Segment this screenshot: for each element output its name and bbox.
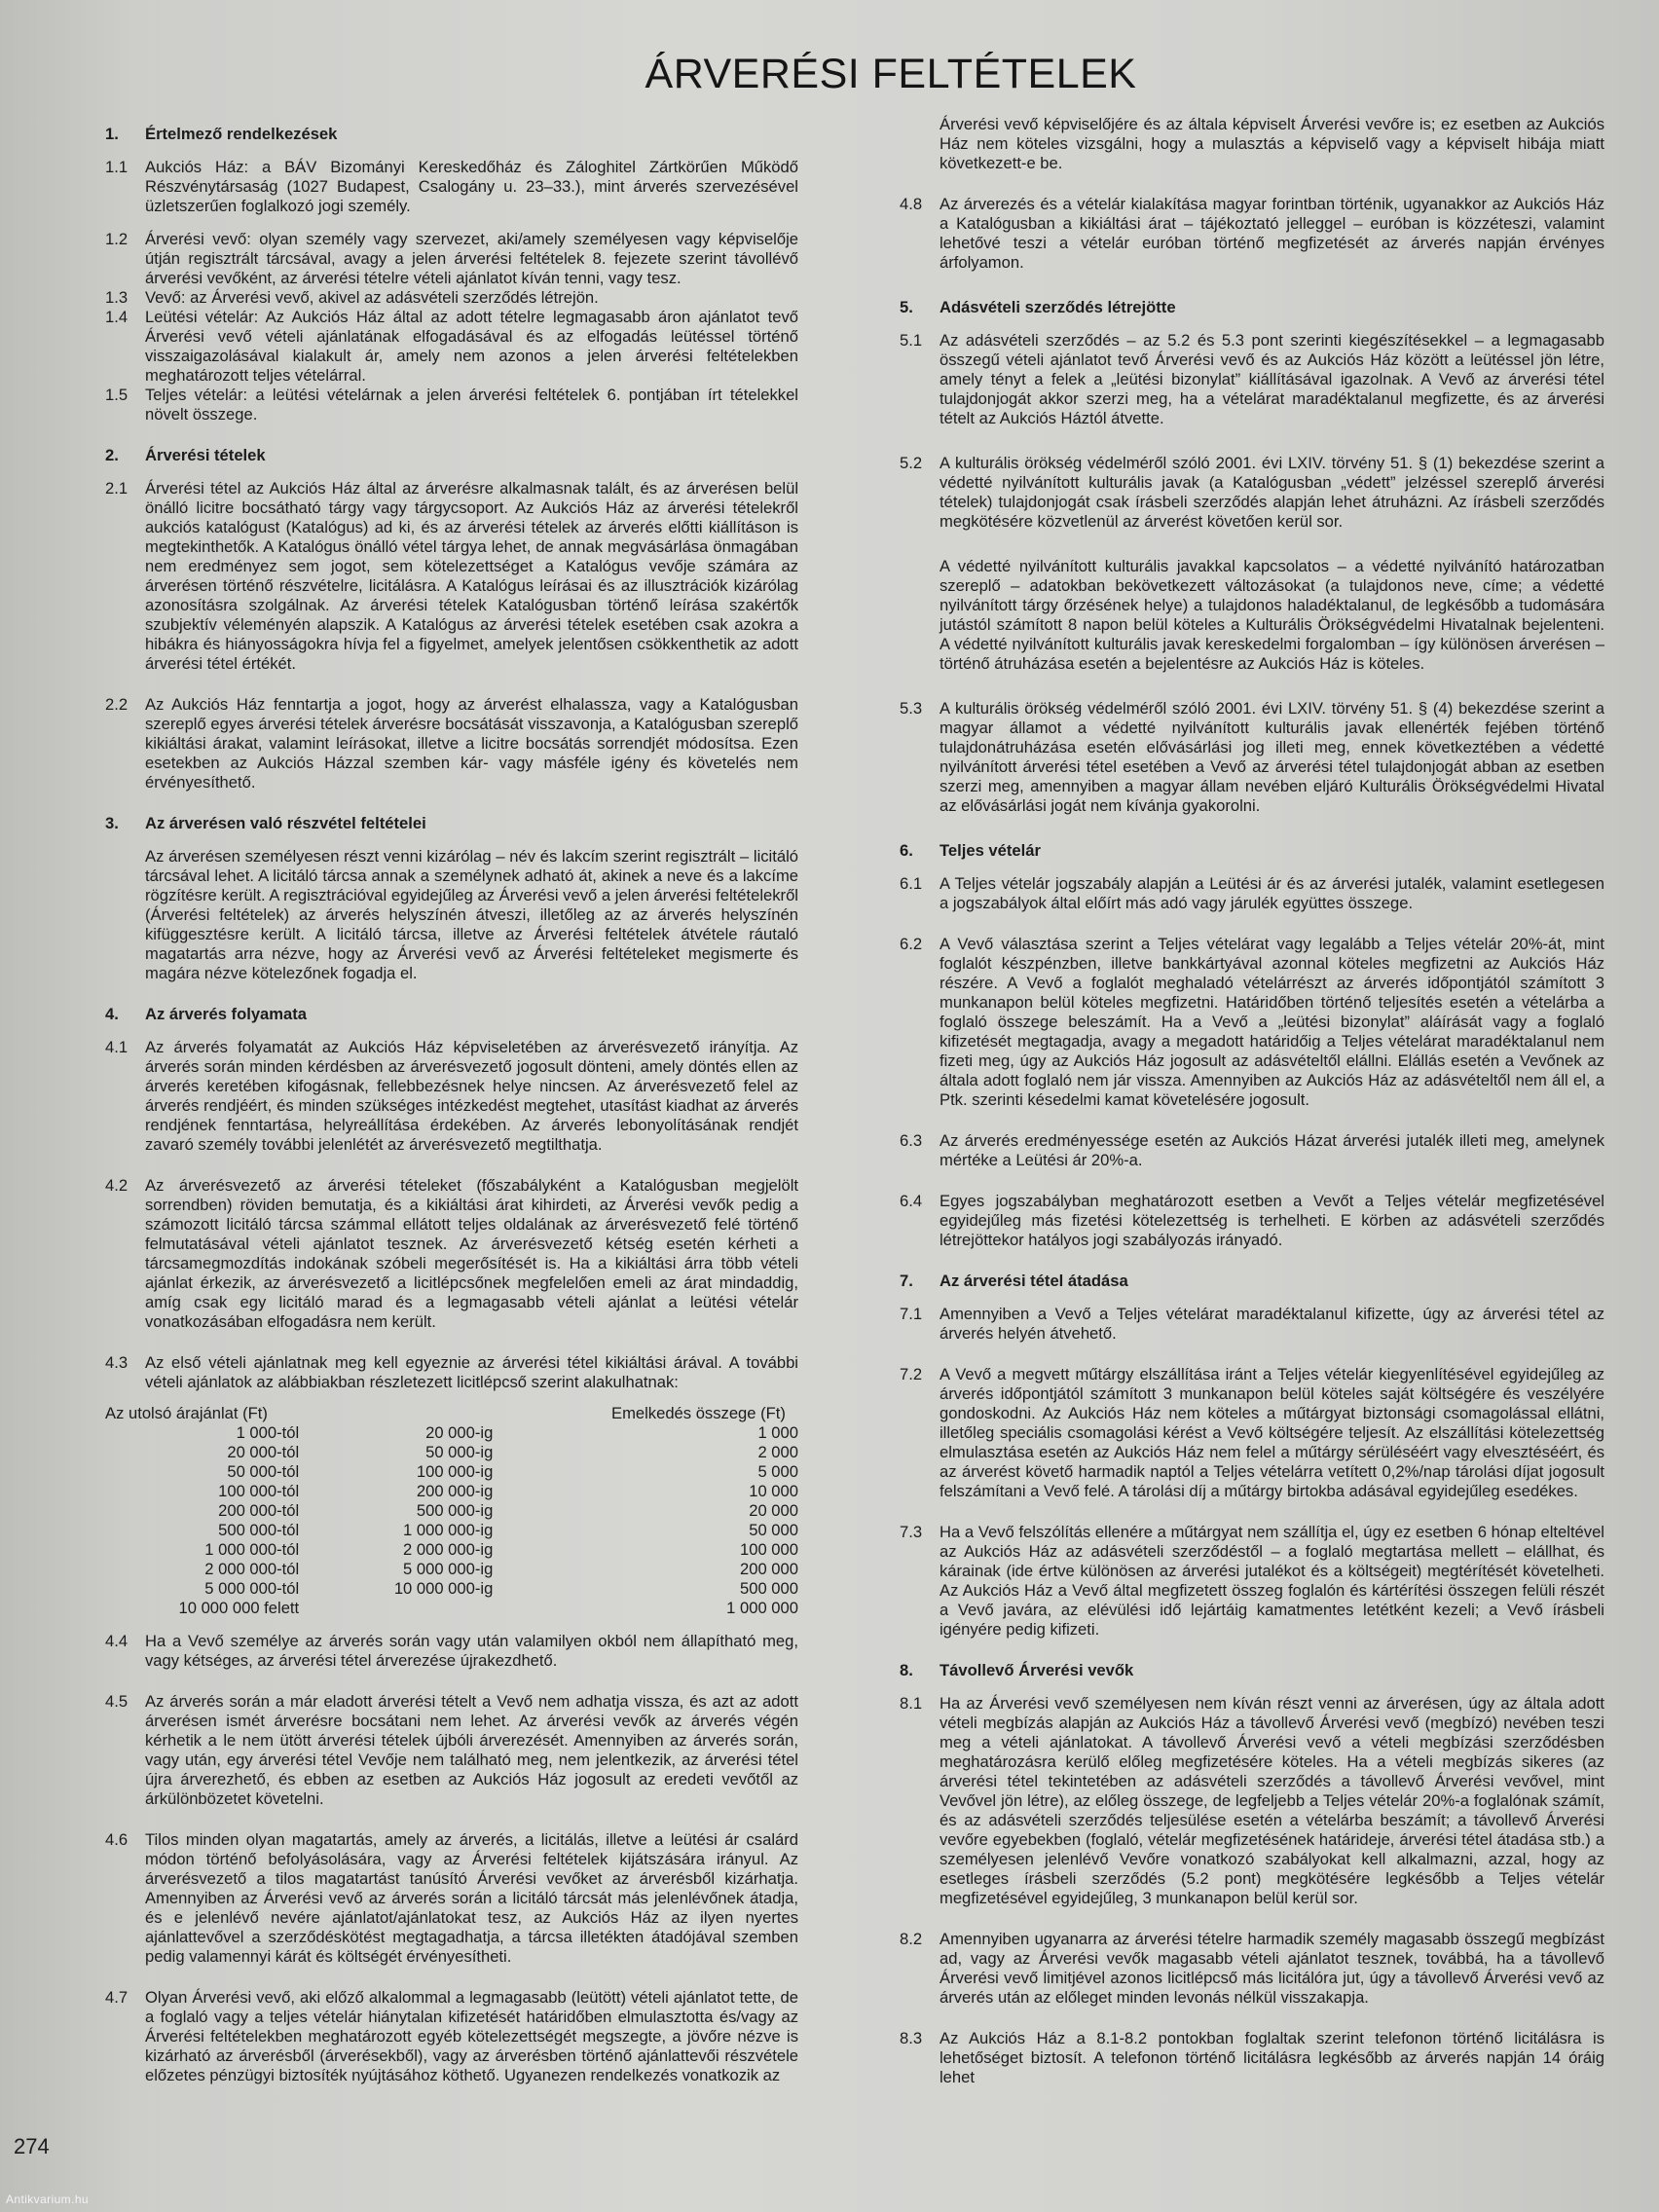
clause-text: Aukciós Ház: a BÁV Bizományi Kereskedőház és Záloghitel Zártkörűen Működő Részvénytársaság (1027 Budapest, Csalogány u. 23–33.), mint árverés szervezésével üzletszerűen foglalkozó jogi személy. [145, 158, 798, 215]
section-title: Adásvételi szerződés létrejötte [940, 298, 1176, 316]
bid-table-row [105, 1501, 798, 1521]
clause-number: 2.1 [105, 479, 129, 498]
bid-to: 2 000 000-ig [403, 1540, 494, 1559]
bid-increment: 500 000 [740, 1579, 798, 1598]
page-title: ÁRVERÉSI FELTÉTELEK [645, 51, 1137, 97]
clause-number: 6.1 [900, 874, 923, 893]
section-heading-8 [900, 1661, 1604, 1680]
bid-increment: 1 000 [757, 1423, 798, 1442]
bid-increment: 20 000 [749, 1501, 798, 1520]
clause-7-2 [900, 1365, 1604, 1501]
clause-number: 4.6 [105, 1830, 129, 1849]
clause-number: 1.3 [105, 288, 129, 307]
bid-table-row [105, 1482, 798, 1501]
bid-from: 2 000 000-tól [204, 1560, 300, 1578]
clause-text: Az első vételi ajánlatnak meg kell egyeznie az árverési tétel kikiáltási árával. A további vételi ajánlatok az alábbiakban részletezett licitlépcső szerint alakulhatnak: [145, 1353, 798, 1391]
section-heading-2 [105, 446, 798, 465]
right-column [900, 115, 1604, 2101]
clause-text: Ha a Vevő személye az árverés során vagy után valamilyen okból nem állapítható meg, vagy kétséges, az árverési tétel árverezése újrakezdhető. [145, 1632, 798, 1670]
clause-number: 5.2 [900, 454, 923, 472]
bid-increment-table [105, 1404, 798, 1618]
clause-number: 4.5 [105, 1692, 129, 1711]
clause-number: 1.2 [105, 230, 129, 248]
section-number: 6. [900, 841, 913, 860]
clause-text: Az árverés folyamatát az Aukciós Ház képviseletében az árverésvezető irányítja. Az árverés során minden kérdésben az árverésvezető jogosult dönteni, amely döntés ellen az árverés keretében kifogásnak, fellebbezésnek helye nincsen. Az árverésvezető felel az árverés rendjéért, és minden szükséges intézkedést megtehet, utasítást kiadhat az árverés rendjének fenntartása, helyreállítása érdekében. Az árverés lebonyolításának rendjét zavaró személy további jelenlétét az árverésvezető megtilthatja. [145, 1038, 798, 1154]
bid-from: 10 000 000 felett [178, 1599, 300, 1617]
clause-text: A Vevő a megvett műtárgy elszállítása iránt a Teljes vételár kiegyenlítésével egyidejűleg az árverés időpontjától számított 3 munkanapon belül köteles saját költségére és veszélyére gondoskodni. Az Aukciós Ház nem köteles a műtárgyat biztonsági csomagolással ellátni, illetőleg speciális csomagolási kérést a Vevő költségére teljesít. Az elszállítási kötelezettség elmulasztása esetén az Aukciós Ház nem felel a műtárgy sérüléséért vagy elvesztéséért, és az árverést követő harmadik naptól a Teljes vételárra vetített 0,2%/nap tárolási díjat jogosult felszámítani a Vevő felé. A tárolási díj a műtárgy birtokba adásával egyidejűleg esedékes. [940, 1365, 1604, 1500]
bid-from: 500 000-tól [218, 1521, 300, 1539]
bid-to: 1 000 000-ig [403, 1521, 494, 1539]
section-heading-7 [900, 1272, 1604, 1291]
clause-2-2 [105, 695, 798, 793]
clause-number: 5.1 [900, 331, 923, 350]
bid-increment: 1 000 000 [726, 1599, 798, 1617]
clause-1-4 [105, 308, 798, 386]
header-increment: Emelkedés összege (Ft) [611, 1404, 786, 1422]
bid-from: 1 000-tól [236, 1423, 300, 1442]
clause-number: 1.4 [105, 308, 129, 326]
section-heading-1 [105, 125, 798, 144]
clause-text: A Teljes vételár jogszabály alapján a Leütési ár és az árverési jutalék, valamint esetlegesen a jogszabályok által előírt más adó vagy járulék együttes összege. [940, 874, 1604, 912]
bid-to [299, 1599, 493, 1618]
clause-text: Amennyiben ugyanarra az árverési tételre harmadik személy magasabb összegű megbízást ad, vagy az Árverési vevők magasabb vételi ajánlatot tesznek, továbbá, ha a távollevő Árverési vevő limitjével azonos licitlépcső más licitálóra jut, úgy a távollevő Árverési vevő az árverés után az előleget minden levonás nélkül visszakapja. [940, 1930, 1604, 2007]
site-watermark: Antikvarium.hu [6, 2193, 89, 2206]
clause-5-3 [900, 699, 1604, 816]
clause-6-4 [900, 1192, 1604, 1250]
clause-7-1 [900, 1305, 1604, 1344]
clause-7-3 [900, 1523, 1604, 1640]
bid-table-row [105, 1423, 798, 1443]
section-number: 1. [105, 125, 119, 143]
bid-to: 100 000-ig [416, 1462, 494, 1481]
clause-number: 6.4 [900, 1192, 923, 1210]
clause-4-1 [105, 1038, 798, 1155]
bid-from: 5 000 000-tól [204, 1579, 300, 1598]
bid-table-rows [105, 1423, 798, 1618]
section-number: 8. [900, 1661, 913, 1679]
clause-text: Árverési vevő: olyan személy vagy szervezet, aki/amely személyesen vagy képviselője útján regisztrált tárcsával, avagy a jelen árverési feltételek 8. fejezete szerint távollévő árverési vevőként, az árverési tételre vételi ajánlatot kíván tenni, vagy tesz. [145, 230, 798, 287]
bid-table-row [105, 1599, 798, 1618]
bid-from: 1 000 000-tól [204, 1540, 300, 1559]
clause-text: A kulturális örökség védelméről szóló 2001. évi LXIV. törvény 51. § (4) bekezdése szerint a magyar államot a védetté nyilvánított kulturális javak ellenérték fejében történő tulajdonátruházása esetén elővásárlási jog illeti meg, ennek következtében a védetté nyilvánított árverési tétel esetében a Vevő az árverési tétel tulajdonjogát abban az esetben szerzi meg, amennyiben a magyar állam nevében eljáró Kulturális Örökségvédelmi Hivatal az elővásárlási jogát nem kívánja gyakorolni. [940, 699, 1604, 815]
clause-number: 8.2 [900, 1930, 923, 1948]
bid-to: 5 000 000-ig [403, 1560, 494, 1578]
bid-from: 100 000-tól [218, 1482, 300, 1500]
page-number: 274 [14, 2134, 50, 2158]
clause-number: 4.1 [105, 1038, 129, 1056]
clause-number: 7.2 [900, 1365, 923, 1383]
bid-table-row [105, 1443, 798, 1462]
bid-to: 500 000-ig [416, 1501, 494, 1520]
clause-number: 7.1 [900, 1305, 923, 1323]
clause-text: Az árverésvezető az árverési tételeket (főszabályként a Katalógusban megjelölt sorrendben) röviden bemutatja, és a kikiáltási árat kihirdeti, az Árverési vevők pedig a számozott licitáló tárcsa számmal ellátott teljes oldalának az árverésvezető felé történő felmutatásával vételi ajánlatot tesznek. Az árverésvezető kétség esetén kérheti a tárcsamegmozdítás indokának szóbeli megerősítését is. Ha a kikiáltási árra több vételi ajánlat érkezik, az árverésvezető a licitlépcsőnek megfelelően emeli az árat mindaddig, amíg csak egy licitáló marad és a legmagasabb vételi ajánlat a leütési vételár vonatkozásában elfogadásra nem került. [145, 1176, 798, 1331]
clause-number: 7.3 [900, 1523, 923, 1541]
section-heading-3 [105, 814, 798, 833]
section-heading-4 [105, 1005, 798, 1024]
clause-4-4 [105, 1632, 798, 1671]
header-last-bid: Az utolsó árajánlat (Ft) [105, 1404, 268, 1422]
section-number: 2. [105, 446, 119, 464]
clause-number: 1.5 [105, 386, 129, 404]
section-heading-5 [900, 298, 1604, 317]
section-title: Az árverésen való részvétel feltételei [145, 814, 426, 832]
section-title: Árverési tételek [145, 446, 266, 464]
clause-number: 4.8 [900, 195, 923, 213]
section-title: Teljes vételár [940, 841, 1041, 860]
section-title: Az árverés folyamata [145, 1005, 308, 1023]
clause-text: A kulturális örökség védelméről szóló 2001. évi LXIV. törvény 51. § (1) bekezdése szerint a védetté nyilvánított kulturális javak (a Katalógusban „védett” jelzéssel szereplő árverési tételek) tulajdonjogát csak írásbeli szerződés alapján lehet átruházni. Az írásbeli szerződés megkötésére közvetlenül az árverést követően kerül sor. [940, 454, 1604, 531]
clause-2-1 [105, 479, 798, 674]
clause-text: A Vevő választása szerint a Teljes vételárat vagy legalább a Teljes vételár 20%-át, mint foglalót készpénzben, illetve bankkártyával azonnal köteles megfizetni az Aukciós Ház részére. A Vevő a foglalót meghaladó vételárrészt az árverés időpontjától számított 3 munkanapon belül köteles megfizetni. Határidőben történő teljesítés esetén a vételárba a foglaló összege beleszámít. Ha a Vevő a „leütési bizonylat” aláírását vagy a foglaló kifizetését megtagadja, avagy a megadott határidőig a Teljes vételárat maradéktalanul nem fizeti meg, úgy az Aukciós Ház jogosult az adásvételtől elállni. Elállás esetén a Vevőnek az általa adott foglaló nem jár vissza. Amennyiben az Aukciós Ház az adásvételtől nem áll el, a Ptk. szerinti késedelmi kamat követelésére jogosult. [940, 935, 1604, 1109]
bid-table-row [105, 1462, 798, 1482]
clause-text: Ha az Árverési vevő személyesen nem kíván részt venni az árverésen, úgy az általa adott vételi megbízás alapján az Aukciós Ház a távollevő Árverési vevő (megbízó) nevében teszi meg a vételi ajánlatokat. A távollevő Árverési vevő a vételi megbízási szerződésben meghatározásra kerülő előleg megfizetésére köteles. Ha a vételi megbízás sikeres (az árverési tétel tekintetében az adásvételi szerződés a távollevő Árverési vevővel, mint Vevővel jön létre), az előleg összege, de legfeljebb a Teljes vételár 20%-a foglalónak számít, és az adásvételi szerződés teljesülése esetén a vételárba beszámít; a távollevő Árverési vevőre egyebekben (foglaló, vételár megfizetésének határideje, árverési tétel átadása stb.) a személyesen jelenlévő Vevőre vonatkozó szabályokat kell alkalmazni, azzal, hogy az esetleges írásbeli szerződés (5.2 pont) megkötésére legkésőbb a Teljes vételár megfizetésével egyidejűleg, 3 munkanapon belül kerül sor. [940, 1694, 1604, 1907]
clause-number: 6.2 [900, 935, 923, 953]
clause-text: Az árverés során a már eladott árverési tételt a Vevő nem adhatja vissza, és azt az adott árverésen ismét árverésre bocsátani nem lehet. Az árverési vevők az árverés végén kérhetik a le nem ütött árverési tételek újbóli árverezését. Amennyiben az árverés során, vagy után, egy árverési tétel Vevője nem található meg, nem jelentkezik, az árverési tétel újra árverezhető, és ebben az esetben az Aukciós Ház jogosult az eredeti vevőtől az árkülönbözetet követelni. [145, 1692, 798, 1808]
bid-table-row [105, 1579, 798, 1599]
clause-4-2 [105, 1176, 798, 1332]
bid-from: 50 000-tól [227, 1462, 300, 1481]
section-title: Távollevő Árverési vevők [940, 1661, 1134, 1679]
clause-number: 1.1 [105, 158, 129, 176]
clause-number: 2.2 [105, 695, 129, 714]
section-3-paragraph: Az árverésen személyesen részt venni kizárólag – név és lakcím szerint regisztrált – licitáló tárcsával lehet. A licitáló tárcsa annak a személynek adható át, akinek a neve és a lakcíme rögzítésre került. A regisztrációval egyidejűleg az Árverési vevő a jelen árverési feltételekről (Árverési feltételek) az árverés helyszínén átveszi, illetőleg az az árverés helyszínén kifüggesztésre került. A licitáló tárcsa, illetve az Árverési feltételek átvétele ráutaló magatartás arra nézve, hogy az Árverési vevő az Árverési feltételeket megismerte és magára nézve kötelezőnek fogadja el. [145, 847, 798, 982]
clause-8-3 [900, 2029, 1604, 2087]
section-number: 3. [105, 814, 119, 832]
clause-text: Az árverezés és a vételár kialakítása magyar forintban történik, ugyanakkor az Aukciós Ház a Katalógusban a kikiáltási árat – tájékoztató jelleggel – euróban is közzéteszi, valamint lehetővé teszi a vételár euróban történő megfizetését az árverés napján érvényes árfolyamon. [940, 195, 1604, 272]
clause-number: 5.3 [900, 699, 923, 718]
section-heading-6 [900, 841, 1604, 861]
clause-text: Az árverés eredményessége esetén az Aukciós Házat árverési jutalék illeti meg, amelynek mértéke a Leütési ár 20%-a. [940, 1131, 1604, 1169]
bid-table-header [105, 1404, 798, 1423]
clause-8-1 [900, 1694, 1604, 1908]
clause-text: Árverési tétel az Aukciós Ház által az árverésre alkalmasnak talált, és az árverésen belül önálló licitre bocsátható tárgy vagy tárgycsoport. Az Aukciós Ház az árverési tételekről aukciós katalógust (Katalógus) ad ki, és az árverési tételek az árverés előtti kiállításon is megtekinthetők. A Katalógus önálló vétel tárgya lehet, de annak megvásárlása önmagában nem eredményez sem jogot, sem kötelezettséget a Katalógus vevője számára az árverésen történő részvételre, licitálásra. A Katalógus leírásai és az illusztrációk kizárólag azonosításra szolgálnak. Az árverési tételek Katalógusban történő leírása szakértők szubjektív véleményén alapszik. A Katalógus az árverési tételek esetében csak azokra a hibákra és hiányosságokra hívja fel a figyelmet, amelyek jelentősen csökkenthetik az adott árverési tétel értékét. [145, 479, 798, 673]
clause-6-1 [900, 874, 1604, 913]
clause-4-7 [105, 1988, 798, 2085]
clause-number: 6.3 [900, 1131, 923, 1150]
clause-4-3 [105, 1353, 798, 1392]
clause-1-3 [105, 288, 798, 308]
clause-4-8 [900, 195, 1604, 273]
section-title: Értelmező rendelkezések [145, 125, 338, 143]
bid-to: 50 000-ig [425, 1443, 494, 1461]
clause-number: 4.3 [105, 1353, 129, 1372]
clause-5-1 [900, 331, 1604, 428]
bid-from: 200 000-tól [218, 1501, 300, 1520]
bid-from: 20 000-tól [227, 1443, 300, 1461]
clause-text: Az adásvételi szerződés – az 5.2 és 5.3 pont szerinti kiegészítésekkel – a legmagasabb összegű vételi ajánlatot tevő Árverési vevő és az Aukciós Ház között a leütéssel jön létre, amely tényt a felek a „leütési bizonylat” kiállításával igazolnak. A Vevő az árverési tétel tulajdonjogát akkor szerzi meg, ha a vételárat maradéktalanul megfizette, és az árverési tételt az Aukciós Háztól átvette. [940, 331, 1604, 427]
bid-increment: 200 000 [740, 1560, 798, 1578]
clause-text: Tilos minden olyan magatartás, amely az árverés, a licitálás, illetve a leütési ár csalárd módon történő befolyásolására, vagy az Árverési feltételek kijátszására irányul. Az árverésvezető a tilos magatartást tanúsító Árverési vevőket az árverésből kizárhatja. Amennyiben az Árverési vevő az árverés során a licitáló tárcsát más jelenlévőnek átadja, és e jelenlévő nevére ajánlatot/ajánlatokat tesz, az Aukciós Ház az ilyen nyertes ajánlattevővel a szerződéskötést megtagadhatja, a tárcsa illetékten átadójával szemben pedig valamennyi kárát és költségét érvényesítheti. [145, 1830, 798, 1966]
bid-increment: 10 000 [749, 1482, 798, 1500]
clause-8-2 [900, 1930, 1604, 2008]
clause-1-2 [105, 230, 798, 288]
clause-number: 4.7 [105, 1988, 129, 2007]
clause-5-2 [900, 454, 1604, 532]
bid-table-row [105, 1521, 798, 1540]
clause-text: Vevő: az Árverési vevő, akivel az adásvételi szerződés létrejön. [145, 288, 599, 307]
bid-to: 10 000 000-ig [393, 1579, 494, 1598]
bid-increment: 2 000 [757, 1443, 798, 1461]
clause-5-2-paragraph: A védetté nyilvánított kulturális javakkal kapcsolatos – a védetté nyilvánító határozatban szereplő – adatokban bekövetkezett változásokat (a tulajdonos neve, címe; a védetté nyilvánított tárgy őrzésének helye) a tulajdonos haladéktalanul, de legkésőbb a tudomására jutástól számított 8 napon belül köteles a Kulturális Örökségvédelmi Hivatalnak bejelenteni. A védetté nyilvánított kulturális javak kereskedelmi forgalomban – így különösen árverésen – történő átruházása esetén a bejelentésre az Aukciós Ház is köteles. [940, 557, 1604, 673]
clause-text: Amennyiben a Vevő a Teljes vételárat maradéktalanul kifizette, úgy az árverési tétel az árverés helyén átvehető. [940, 1305, 1604, 1343]
left-column [105, 125, 798, 2099]
clause-text: Egyes jogszabályban meghatározott esetben a Vevőt a Teljes vételár megfizetésével egyidejűleg más fizetési kötelezettség is terhelheti. E körben az adásvételi szerződés létrejöttekor hatályos jogi szabályozás irányadó. [940, 1192, 1604, 1249]
clause-4-6 [105, 1830, 798, 1967]
clause-number: 8.3 [900, 2029, 923, 2047]
clause-text: Leütési vételár: Az Aukciós Ház által az adott tételre legmagasabb áron ajánlatot tevő Árverési vevő vételi ajánlatának elfogadásával és az elfogadás leütéssel történő visszaigazolásával kialakult ár, amely nem azonos a jelen árverési feltételekben meghatározott teljes vételárral. [145, 308, 798, 385]
section-number: 4. [105, 1005, 119, 1023]
bid-increment: 50 000 [749, 1521, 798, 1539]
section-title: Az árverési tétel átadása [940, 1272, 1128, 1290]
clause-1-1 [105, 158, 798, 216]
clause-number: 8.1 [900, 1694, 923, 1713]
clause-6-2 [900, 935, 1604, 1110]
clause-text: Az Aukciós Ház fenntartja a jogot, hogy az árverést elhalassza, vagy a Katalógusban szereplő egyes árverési tételek árverésre bocsátását visszavonja, a Katalógusban szereplő kikiáltási árakat, valamint leírásokat, illetve a licitre bocsátás sorrendjét módosítsa. Ezen esetekben az Aukciós Házzal szemben kár- vagy másféle igény és követelés nem érvényesíthető. [145, 695, 798, 792]
clause-text: Ha a Vevő felszólítás ellenére a műtárgyat nem szállítja el, úgy ez esetben 6 hónap elteltével az Aukciós Ház az adásvételi szerződéstől – a foglaló megtartása mellett – elállhat, és kárainak (ide értve különösen az árverési jutalékot és a költségeit) megtérítését követelheti. Az Aukciós Ház a Vevő által megfizetett összeg foglalón és kártérítési összegen felüli részét a Vevő javára, az elévülési idő lejártáig kamatmentes letétként kezeli; a Vevő írásbeli igényére pedig kifizeti. [940, 1523, 1604, 1639]
section-number: 5. [900, 298, 913, 316]
section-number: 7. [900, 1272, 913, 1290]
clause-4-5 [105, 1692, 798, 1809]
continued-paragraph: Árverési vevő képviselőjére és az általa képviselt Árverési vevőre is; ez esetben az Aukciós Ház nem köteles vizsgálni, hogy a mulasztás a képviselő vagy a képviselt hibája miatt következett-e be. [940, 115, 1604, 172]
bid-to: 200 000-ig [416, 1482, 494, 1500]
clause-number: 4.4 [105, 1632, 129, 1650]
clause-text: Az Aukciós Ház a 8.1-8.2 pontokban foglaltak szerint telefonon történő licitálásra is lehetőséget biztosít. A telefonon történő licitálásra legkésőbb az árverés napján 14 óráig lehet [940, 2029, 1604, 2086]
clause-text: Olyan Árverési vevő, aki előző alkalommal a legmagasabb (leütött) vételi ajánlatot tette, de a foglaló vagy a teljes vételár hiánytalan kifizetését határidőben elmulasztotta és/vagy az Árverési feltételekben meghatározott egyéb kötelezettségét megszegte, a jövőre nézve is kizárható az árverésből (árverésekből), vagy az árverésben történő ajánlattevői részvétele előzetes pénzügyi biztosíték nyújtásához köthető. Ugyanezen rendelkezés vonatkozik az [145, 1988, 798, 2084]
bid-increment: 5 000 [757, 1462, 798, 1481]
clause-text: Teljes vételár: a leütési vételárnak a jelen árverési feltételek 6. pontjában írt tételekkel növelt összege. [145, 386, 798, 424]
bid-increment: 100 000 [740, 1540, 798, 1559]
clause-6-3 [900, 1131, 1604, 1170]
bid-table-row [105, 1560, 798, 1579]
clause-1-5 [105, 386, 798, 424]
clause-number: 4.2 [105, 1176, 129, 1195]
bid-to: 20 000-ig [425, 1423, 494, 1442]
bid-table-row [105, 1540, 798, 1560]
